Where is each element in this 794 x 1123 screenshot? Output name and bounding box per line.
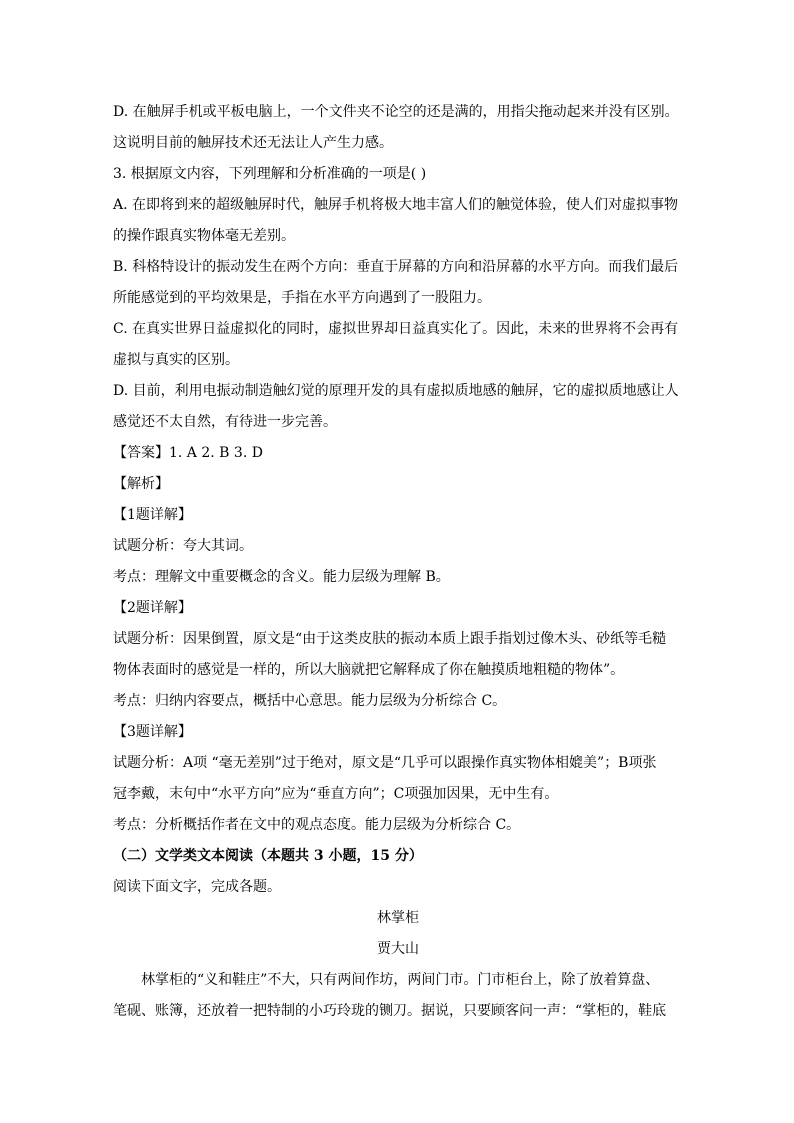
q3-key-point: 考点：分析概括作者在文中的观点态度。能力层级为分析综合 C。 — [113, 817, 521, 833]
q2-detail-heading: 【2题详解】 — [113, 600, 192, 616]
option-b-line-1: B. 科格特设计的振动发生在两个方向：垂直于屏幕的方向和沿屏幕的水平方向。而我们最后 — [113, 259, 679, 275]
answer-line: 【答案】1. A 2. B 3. D — [113, 445, 263, 461]
reading-instruction: 阅读下面文字，完成各题。 — [113, 879, 281, 895]
q2-analysis-line-2: 物体表面时的感觉是一样的，所以大脑就把它解释成了你在触摸质地粗糙的物体”。 — [113, 662, 625, 678]
question-3: 3. 根据原文内容，下列理解和分析准确的一项是( ) — [113, 166, 427, 182]
option-d-line-1: D. 在触屏手机或平板电脑上，一个文件夹不论空的还是满的，用指尖拖动起来并没有区别。 — [113, 104, 679, 120]
story-title: 林掌柜 — [377, 910, 419, 926]
option-b-line-2: 所能感觉到的平均效果是，手指在水平方向遇到了一股阻力。 — [113, 290, 491, 306]
q2-key-point: 考点：归纳内容要点，概括中心意思。能力层级为分析综合 C。 — [113, 693, 507, 709]
story-paragraph-line-2: 笔砚、账簿，还放着一把特制的小巧玲珑的铡刀。据说，只要顾客问一声：“掌柜的，鞋底 — [113, 1003, 667, 1019]
document-page — [113, 97, 683, 1027]
option-d-line-2: 这说明目前的触屏技术还无法让人产生力感。 — [113, 135, 393, 151]
q1-detail-heading: 【1题详解】 — [113, 507, 192, 523]
option-a-line-1: A. 在即将到来的超级触屏时代，触屏手机将极大地丰富人们的触觉体验，使人们对虚拟事物 — [113, 197, 679, 213]
option-d2-line-1: D. 目前，利用电振动制造触幻觉的原理开发的具有虚拟质地感的触屏，它的虚拟质地感让人 — [113, 383, 679, 399]
story-author: 贾大山 — [377, 941, 419, 957]
option-a-line-2: 的操作跟真实物体毫无差别。 — [113, 228, 295, 244]
q2-analysis-line-1: 试题分析：因果倒置，原文是“由于这类皮肤的振动本质上跟手指划过像木头、砂纸等毛糙 — [113, 631, 667, 647]
q3-analysis-line-1: 试题分析：A项 “毫无差别”过于绝对，原文是“几乎可以跟操作真实物体相媲美”；B项张 — [113, 755, 657, 771]
option-c-line-1: C. 在真实世界日益虚拟化的同时，虚拟世界却日益真实化了。因此，未来的世界将不会再有 — [113, 321, 679, 337]
option-c-line-2: 虚拟与真实的区别。 — [113, 352, 239, 368]
q1-analysis: 试题分析：夸大其词。 — [113, 538, 253, 554]
option-d2-line-2: 感觉还不太自然，有待进一步完善。 — [113, 414, 337, 430]
story-paragraph-line-1: 林掌柜的“义和鞋庄”不大，只有两间作坊，两间门市。门市柜台上，除了放着算盘、 — [141, 972, 660, 988]
q3-detail-heading: 【3题详解】 — [113, 724, 192, 740]
analysis-heading: 【解析】 — [113, 476, 169, 492]
section-heading: （二）文学类文本阅读（本题共 3 小题，15 分） — [113, 848, 423, 864]
q3-analysis-line-2: 冠李戴，末句中“水平方向”应为“垂直方向”；C项强加因果，无中生有。 — [113, 786, 559, 802]
q1-key-point: 考点：理解文中重要概念的含义。能力层级为理解 B。 — [113, 569, 450, 585]
